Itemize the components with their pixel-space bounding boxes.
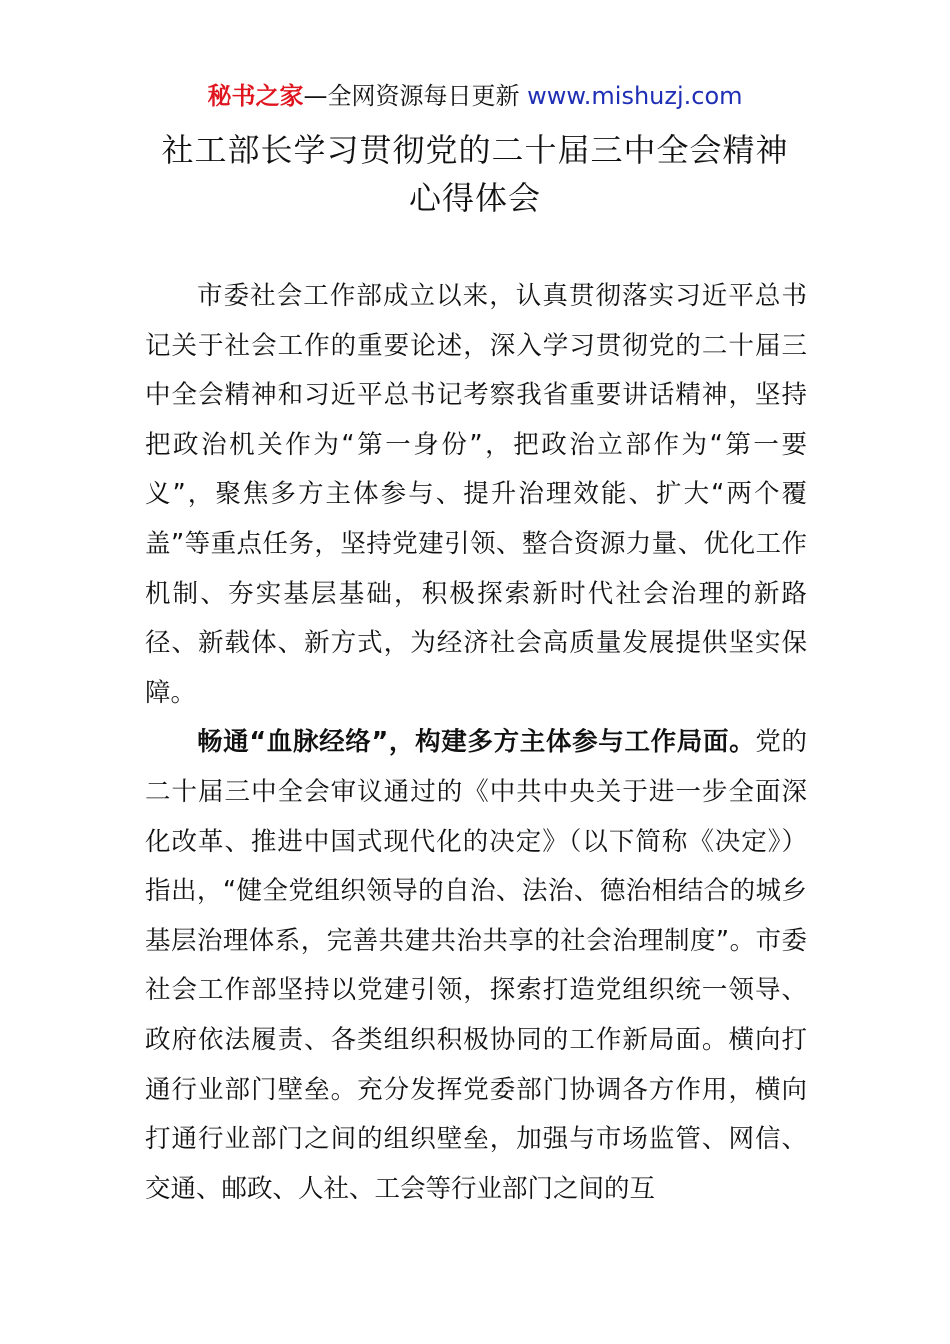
paragraph-text: 市委社会工作部成立以来，认真贯彻落实习近平总书记关于社会工作的重要论述，深入学习贯彻党的二十届三中全会精神和习近平总书记考察我省重要讲话精神，坚持把政治机关作为“第一身份”，把政治立部作为“第一要义”，聚焦多方主体参与、提升治理效能、扩大“两个覆盖”等重点任务，坚持党建引领、整合资源力量、优化工作机制、夯实基层基础，积极探索新时代社会治理的新路径、新载体、新方式，为经济社会高质量发展提供坚实保障。 xyxy=(145,281,807,708)
site-url-link[interactable]: www.mishuzj.com xyxy=(527,82,743,110)
body-paragraph-1 xyxy=(145,272,807,718)
paragraph-lead: 畅通“血脉经络”，构建多方主体参与工作局面。 xyxy=(197,727,756,758)
paragraph-text: 党的二十届三中全会审议通过的《中共中央关于进一步全面深化改革、推进中国式现代化的决定》（以下简称《决定》）指出，“健全党组织领导的自治、法治、德治相结合的城乡基层治理体系，完善共建共治共享的社会治理制度”。市委社会工作部坚持以党建引领，探索打造党组织统一领导、政府依法履责、各类组织积极协同的工作新局面。横向打通行业部门壁垒。充分发挥党委部门协调各方作用，横向打通行业部门之间的组织壁垒，加强与市场监管、网信、交通、邮政、人社、工会等行业部门之间的互 xyxy=(145,727,807,1204)
site-header xyxy=(0,78,950,114)
title-line-2: 心得体会 xyxy=(408,179,541,217)
site-name: 秘书之家 xyxy=(207,82,304,110)
document-body xyxy=(145,272,807,1214)
body-paragraph-2 xyxy=(145,718,807,1214)
site-tagline: —全网资源每日更新 xyxy=(303,82,528,110)
document-title xyxy=(0,126,950,222)
title-line-1: 社工部长学习贯彻党的二十届三中全会精神 xyxy=(161,131,789,169)
